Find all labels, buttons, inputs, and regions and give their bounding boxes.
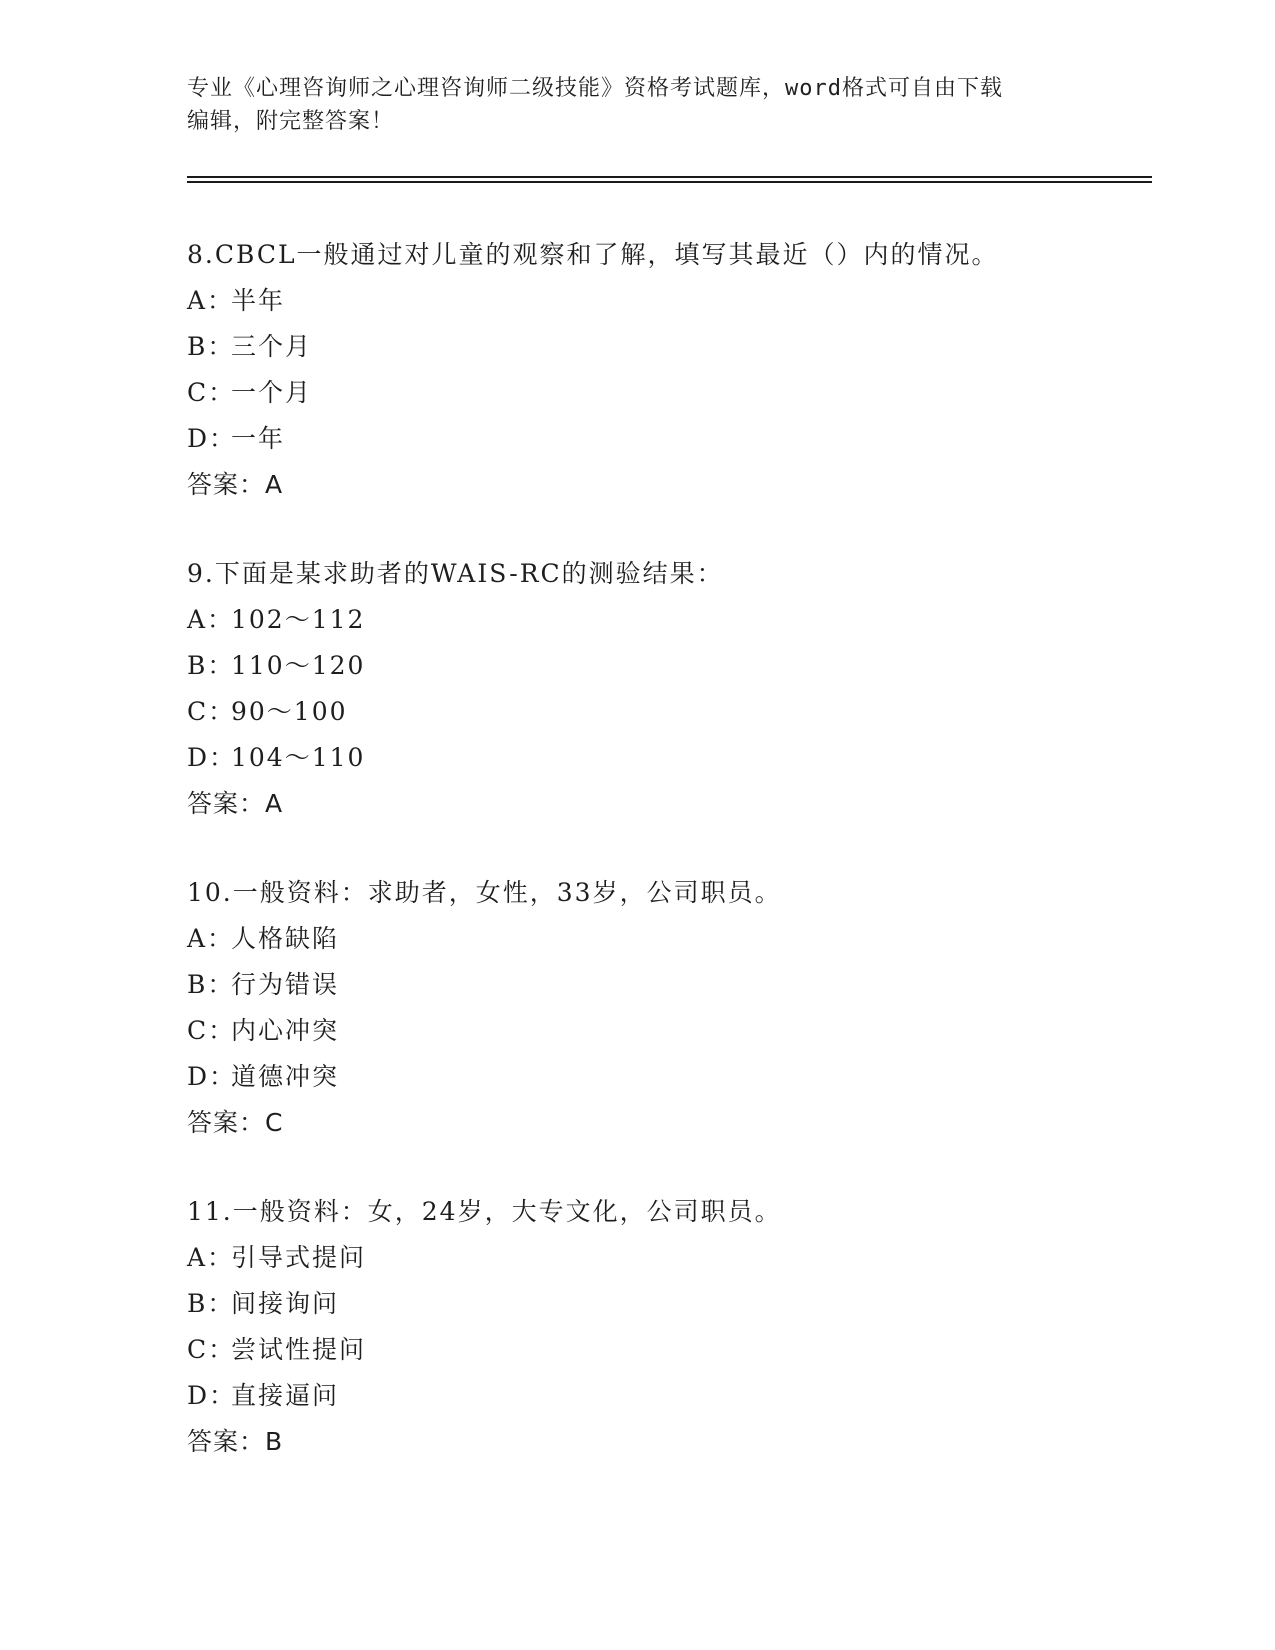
- option-text: 三个月: [231, 332, 313, 361]
- option-key: B：: [187, 1289, 235, 1318]
- option-key: A：: [187, 605, 235, 634]
- question-stem: 11.一般资料：女，24岁，大专文化，公司职员。: [187, 1197, 782, 1226]
- option-c: [187, 1327, 1147, 1373]
- answer-line: 答案：C: [187, 1108, 284, 1137]
- option-key: A：: [187, 924, 235, 953]
- option-text: 102～112: [231, 605, 366, 634]
- option-text: 一年: [231, 424, 286, 453]
- option-text: 尝试性提问: [231, 1335, 367, 1364]
- option-key: C：: [187, 697, 236, 726]
- option-b: [187, 324, 1147, 370]
- option-text: 90～100: [231, 697, 348, 726]
- option-key: C：: [187, 1016, 236, 1045]
- question-stem: 9.下面是某求助者的WAIS-RC的测验结果：: [187, 559, 724, 588]
- option-text: 直接逼问: [231, 1381, 340, 1410]
- option-text: 104～110: [231, 743, 366, 772]
- header-divider-bottom: [187, 181, 1152, 183]
- question-stem: 8.CBCL一般通过对儿童的观察和了解，填写其最近（）内的情况。: [187, 240, 999, 269]
- option-key: D：: [187, 743, 237, 772]
- option-b: [187, 1281, 1147, 1327]
- option-d: [187, 416, 1147, 462]
- option-text: 引导式提问: [231, 1243, 367, 1272]
- question-stem: 10.一般资料：求助者，女性，33岁，公司职员。: [187, 878, 782, 907]
- option-key: D：: [187, 424, 237, 453]
- option-key: A：: [187, 286, 235, 315]
- option-text: 一个月: [231, 378, 313, 407]
- option-c: [187, 689, 1147, 735]
- option-key: D：: [187, 1381, 237, 1410]
- option-text: 道德冲突: [231, 1062, 340, 1091]
- option-b: [187, 643, 1147, 689]
- option-key: A：: [187, 1243, 235, 1272]
- option-key: B：: [187, 332, 235, 361]
- question-block: [187, 232, 1147, 508]
- answer-line: 答案：A: [187, 470, 284, 499]
- question-block: [187, 1189, 1147, 1465]
- option-c: [187, 370, 1147, 416]
- option-a: [187, 916, 1147, 962]
- option-a: [187, 597, 1147, 643]
- option-text: 半年: [231, 286, 286, 315]
- option-key: B：: [187, 651, 235, 680]
- option-key: D：: [187, 1062, 237, 1091]
- option-key: C：: [187, 1335, 236, 1364]
- option-b: [187, 962, 1147, 1008]
- option-c: [187, 1008, 1147, 1054]
- option-text: 间接询问: [231, 1289, 340, 1318]
- option-text: 人格缺陷: [231, 924, 340, 953]
- header-divider-top: [187, 176, 1152, 178]
- option-a: [187, 1235, 1147, 1281]
- option-d: [187, 735, 1147, 781]
- document-header: [187, 72, 1087, 138]
- question-block: [187, 551, 1147, 827]
- answer-line: 答案：A: [187, 789, 284, 818]
- option-a: [187, 278, 1147, 324]
- question-block: [187, 870, 1147, 1146]
- option-text: 110～120: [231, 651, 366, 680]
- header-line-1: 专业《心理咨询师之心理咨询师二级技能》资格考试题库，word格式可自由下载: [187, 76, 1003, 101]
- option-d: [187, 1373, 1147, 1419]
- option-key: C：: [187, 378, 236, 407]
- option-text: 行为错误: [231, 970, 340, 999]
- header-line-2: 编辑，附完整答案！: [187, 109, 395, 134]
- answer-line: 答案：B: [187, 1427, 284, 1456]
- option-d: [187, 1054, 1147, 1100]
- option-key: B：: [187, 970, 235, 999]
- option-text: 内心冲突: [231, 1016, 340, 1045]
